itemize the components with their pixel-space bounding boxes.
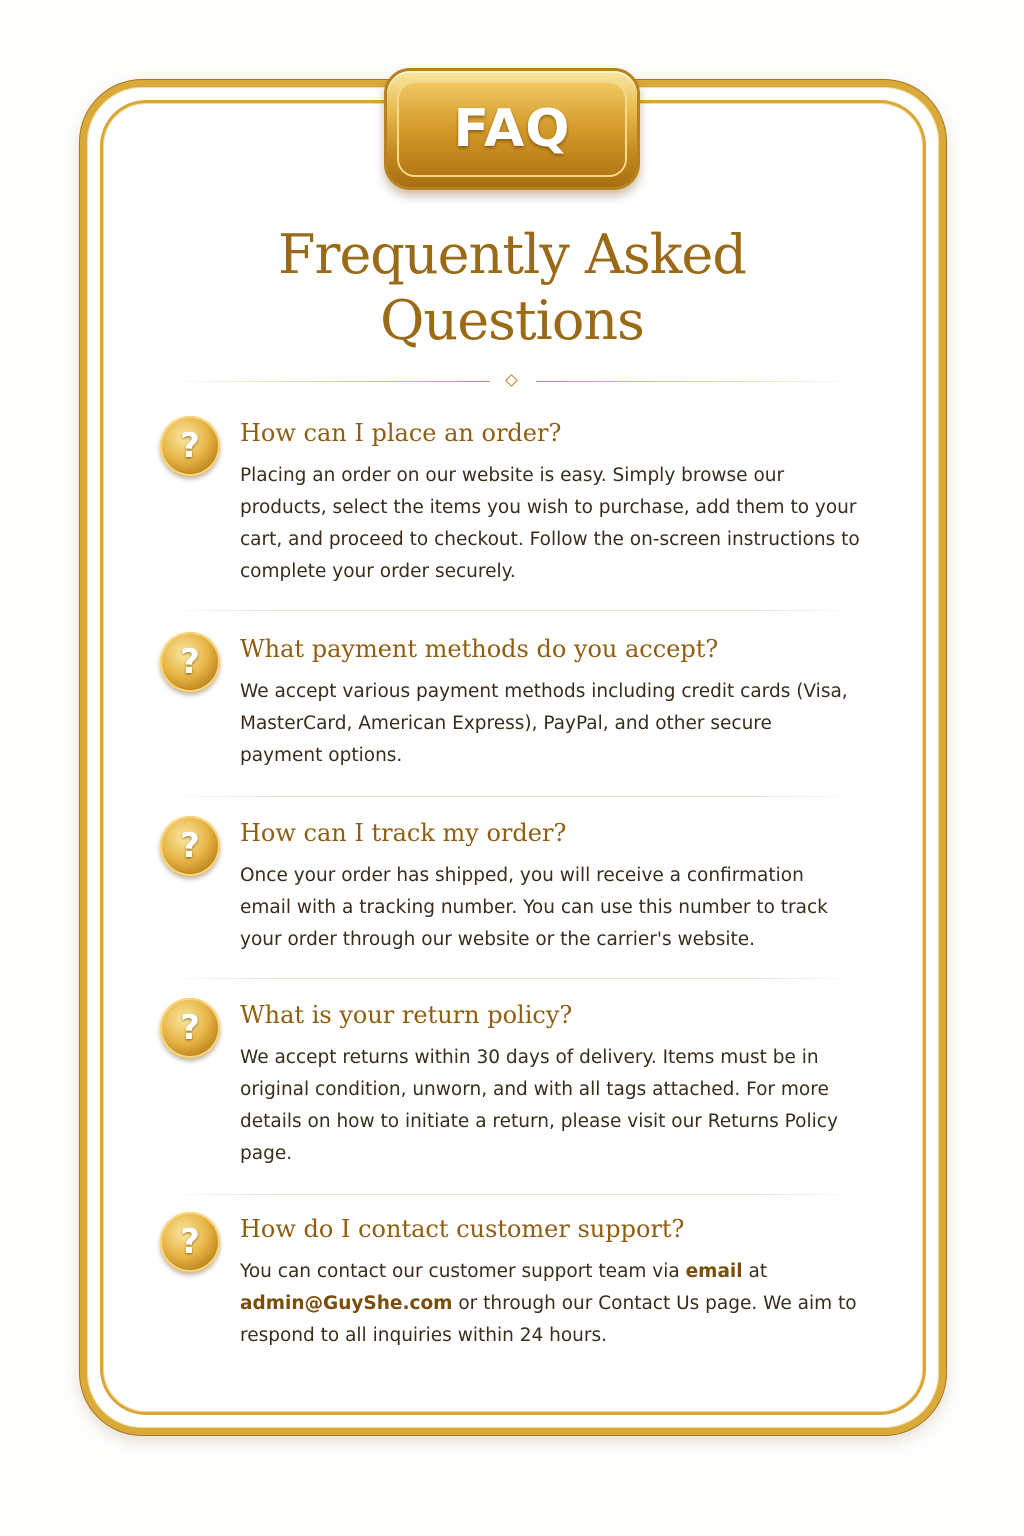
faq-question: What is your return policy? [240,1001,573,1029]
faq-answer-text: at [748,1261,768,1282]
page-title [150,222,874,354]
faq-separator [170,1194,856,1195]
question-mark-icon: ? [160,998,220,1058]
faq-answer-text: You can contact our customer support team via [240,1261,680,1282]
question-mark-icon: ? [160,816,220,876]
faq-answer-email-word: email [685,1261,743,1282]
faq-badge [384,68,640,190]
faq-answer: We accept returns within 30 days of delivery. Items must be in original condition, unworn, and with all tags attached. For more details on how to initiate a return, please visit our Returns Policy page. [240,1047,838,1164]
question-mark-icon: ? [160,1212,220,1272]
page-title-line-1: Frequently Asked [278,223,746,286]
faq-separator [170,978,856,979]
faq-answer [240,1256,860,1352]
faq-answer: We accept various payment methods including credit cards (Visa, MasterCard, American Express), PayPal, and other secure payment options. [240,681,848,766]
faq-question: How can I track my order? [240,819,567,847]
faq-badge-label: FAQ [453,99,571,159]
question-mark-icon: ? [160,416,220,476]
support-email-link[interactable]: admin@GuyShe.com [240,1293,453,1314]
faq-answer: Once your order has shipped, you will receive a confirmation email with a tracking number. You can use this number to track your order through our website or the carrier's website. [240,865,828,950]
question-mark-icon: ? [160,632,220,692]
faq-separator [170,796,856,797]
divider-line-right [536,381,856,382]
divider-line-left [170,381,490,382]
faq-answer-text: or through our Contact Us page. We aim to respond to all inquiries within 24 hours. [240,1293,857,1346]
faq-answer: Placing an order on our website is easy. Simply browse our products, select the items you wish to purchase, add them to your cart, and proceed to checkout. Follow the on-screen instructions to complete your order securely. [240,465,860,582]
faq-question: How do I contact customer support? [240,1215,685,1243]
faq-question: How can I place an order? [240,419,562,447]
faq-separator [170,610,856,611]
title-divider [170,380,856,383]
faq-badge-plate [397,81,627,177]
page-title-line-2: Questions [380,289,644,352]
faq-question: What payment methods do you accept? [240,635,719,663]
